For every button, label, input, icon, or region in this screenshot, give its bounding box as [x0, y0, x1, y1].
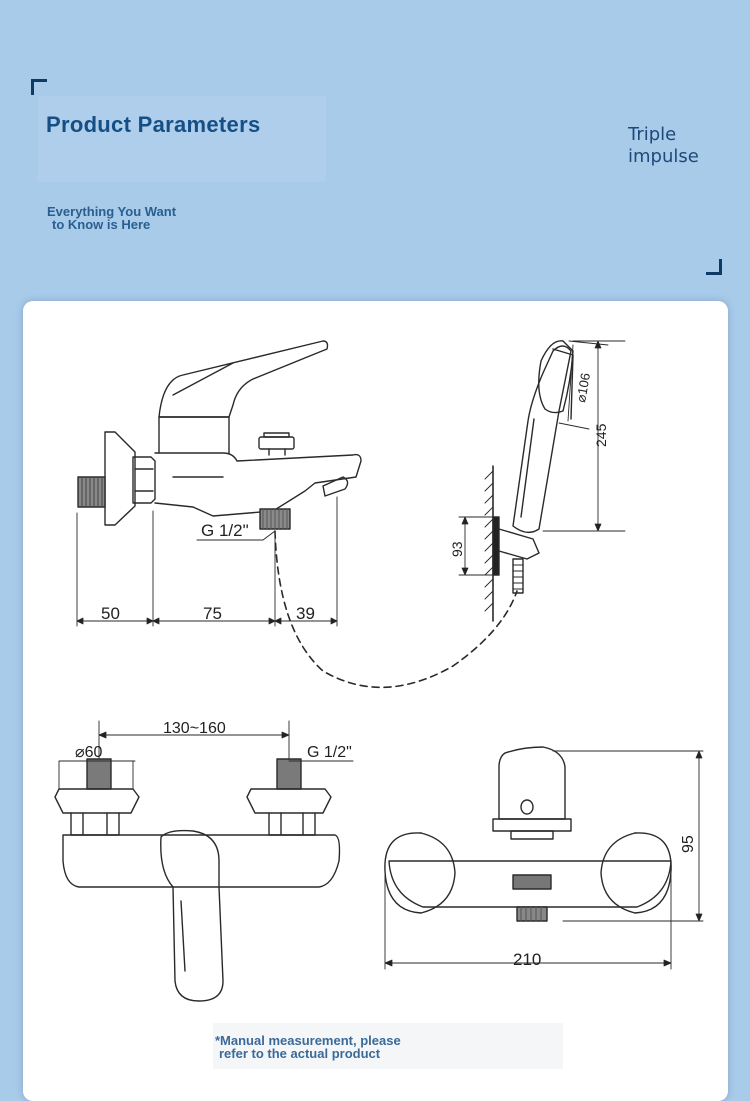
side-view-drawing	[77, 341, 361, 626]
corner-bracket-bottom-right	[706, 259, 722, 275]
label-front-spacing: 130~160	[163, 720, 226, 737]
note-line-1: *Manual measurement, please	[215, 1033, 401, 1048]
side-caption-line-2: impulse	[628, 146, 699, 167]
label-shower-length: 245	[593, 423, 609, 447]
label-front-diameter: ⌀60	[75, 744, 103, 761]
diagram-panel	[23, 301, 728, 1101]
label-top-width: 210	[513, 950, 542, 969]
note-line-2: refer to the actual product	[219, 1046, 381, 1061]
side-caption-line-1: Triple	[628, 124, 677, 145]
label-bracket-height: 93	[449, 541, 465, 557]
measurement-note	[215, 1034, 401, 1060]
label-front-thread: G 1/2"	[307, 744, 352, 761]
page-title: Product Parameters	[46, 112, 261, 137]
front-view-drawing	[55, 721, 353, 1001]
corner-bracket-top-left	[31, 79, 47, 95]
side-caption	[628, 124, 699, 168]
hand-shower-drawing	[459, 341, 625, 621]
top-view-drawing	[385, 747, 703, 969]
page-subtitle	[47, 205, 176, 231]
technical-drawing	[23, 301, 728, 1089]
label-side-dim-left: 50	[101, 604, 120, 623]
label-side-dim-mid: 75	[203, 604, 222, 623]
label-side-thread: G 1/2"	[201, 521, 249, 540]
title-backdrop	[38, 96, 326, 182]
label-side-dim-right: 39	[296, 604, 315, 623]
subtitle-line-1: Everything You Want	[47, 204, 177, 219]
label-top-height: 95	[680, 835, 697, 853]
subtitle-line-2: to Know is Here	[52, 217, 151, 232]
label-shower-diameter: ⌀106	[573, 371, 594, 404]
